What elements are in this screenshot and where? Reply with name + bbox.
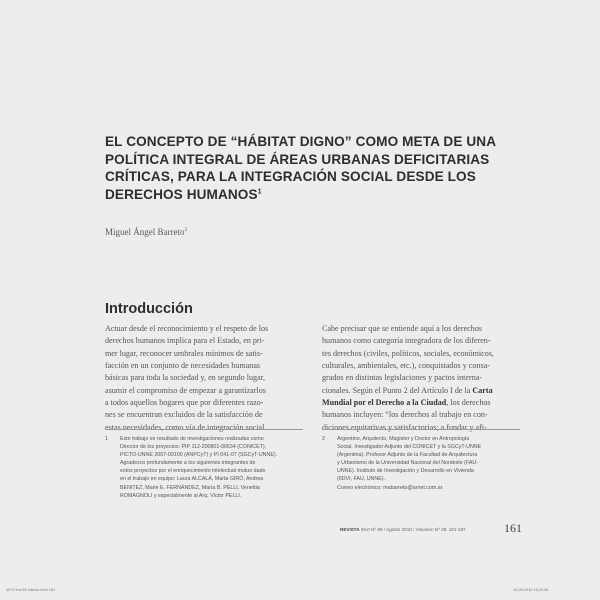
body-line: humanos como categoría integradora de los diferen- <box>322 336 491 346</box>
footnote-line: en el trabajo en equipo: Laura ALCALÁ, Marta GIRÓ, Andrea <box>120 476 264 483</box>
body-line: culturales, ambientales, etc.), conquistados y consa- <box>322 361 490 371</box>
body-line: grados en distintas legislaciones y pactos interna- <box>322 373 483 383</box>
footnote-body <box>337 435 520 492</box>
body-column-right <box>322 323 520 434</box>
footnote-email[interactable]: Correo electrónico: mabarreto@arnet.com.ar <box>337 484 443 491</box>
body-line: básicas para toda la sociedad y, en segundo lugar, <box>105 373 266 383</box>
body-line: nes se encuentran excluidos de la satisfacción de <box>105 410 263 420</box>
print-slug-left: 4670 Invi 69 Interior.indd 161 <box>6 588 55 592</box>
body-line: facción en un conjunto de necesidades humanas <box>105 361 261 371</box>
body-line: mer lugar, reconocer umbrales mínimos de satis- <box>105 348 263 358</box>
footnote-line: BENITEZ, Marie E. FERNÁNDEZ, María B. PELLI, Venettia <box>120 484 260 491</box>
charter-name-bold: Carta <box>472 385 493 395</box>
body-line: Actuar desde el reconocimiento y el respeto de los <box>105 324 269 333</box>
footnote-number: 2 <box>322 436 325 442</box>
title-footnote-mark[interactable]: 1 <box>257 188 262 196</box>
article-title <box>105 133 525 203</box>
journal-details: INVI Nº 69 / Agosto 2010 / Volumen Nº 25: 161-187 <box>359 527 466 532</box>
body-line: humanos incluyen: “los derechos al trabajo en con- <box>322 410 488 420</box>
title-line: POLÍTICA INTEGRAL DE ÁREAS URBANAS DEFICITARIAS <box>105 151 490 167</box>
body-line: tes derechos (civiles, políticos, sociales, económicos, <box>322 348 494 358</box>
footnote-line: Agradezco profundamente a los siguientes integrantes de <box>120 460 256 467</box>
footnote-line: Director de los proyectos: PIP 112-200801-00634 (CONICET), <box>120 444 267 451</box>
footnote-1 <box>105 435 303 500</box>
title-line: CRÍTICAS, PARA LA INTEGRACIÓN SOCIAL DESDE LOS <box>105 169 476 185</box>
footnote-line: y Urbanismo de la Universidad Nacional del Nordeste (FAU- <box>337 460 479 467</box>
footnote-line: estos proyectos por el enriquecimiento intelectual mutuo dado <box>120 468 266 475</box>
running-footer <box>340 527 466 532</box>
footnote-line: Este trabajo es resultado de investigaciones realizadas como <box>120 436 264 442</box>
footnote-divider <box>105 429 303 430</box>
section-heading: Introducción <box>105 301 193 317</box>
footnote-line: (IIDVI, FAU, UNNE). <box>337 476 385 483</box>
footnote-line: Argentino, Arquitecto, Magister y Doctor en Antropología <box>337 436 470 442</box>
body-line-text: , los derechos <box>446 398 491 408</box>
footnote-line: Social. Investigador Adjunto del CONICET y la SGCyT-UNNE <box>337 444 482 451</box>
body-line: a todos aquellos hogares que por diferentes razo- <box>105 398 264 408</box>
body-line <box>322 385 520 397</box>
author-footnote-mark[interactable]: 2 <box>184 227 188 233</box>
title-line-text: DERECHOS HUMANOS <box>105 186 258 202</box>
body-column-left <box>105 323 301 434</box>
footnote-line: PICTO-UNNE 2007-00100 (ANPCyT) y PI 041-07 (SGCyT-UNNE). <box>120 452 278 459</box>
footnote-line: (Argentina). Profesor Adjunto de la Facultad de Arquitectura <box>337 452 478 459</box>
body-line: estas necesidades, como vía de integración social. <box>105 422 267 432</box>
body-line: diciones equitativas y satisfactorias; a fundar y afi- <box>322 422 487 432</box>
footnote-body <box>120 435 303 500</box>
body-line: asumir el compromiso de empezar a garantizarlos <box>105 385 266 395</box>
footnote-line: UNNE). Instituto de Investigación y Desarrollo en Vivienda <box>337 468 474 475</box>
title-line <box>105 186 525 204</box>
body-line: Cabe precisar que se entiende aquí a los derechos <box>322 324 483 333</box>
author-line <box>105 227 187 237</box>
page-number: 161 <box>504 521 522 535</box>
print-slug-right: 10-09-2010 16:23:26 <box>513 588 549 592</box>
footnote-2 <box>322 435 520 492</box>
body-line <box>322 397 520 409</box>
body-line: derechos humanos implica para el Estado, en pri- <box>105 336 265 346</box>
body-line-text: cionales. Según el Punto 2 del Artículo I de la <box>322 385 473 395</box>
footnote-divider <box>322 429 520 430</box>
footnote-number: 1 <box>105 436 108 442</box>
title-line: EL CONCEPTO DE “HÁBITAT DIGNO” COMO META DE UNA <box>105 134 497 149</box>
footnote-line: ROMAGNOLI y especialmente al Arq. Víctor PELLI. <box>120 492 242 499</box>
author-name: Miguel Ángel Barreto <box>105 227 185 237</box>
charter-name-bold: Mundial por el Derecho a la Ciudad <box>322 398 447 408</box>
journal-name: REVISTA <box>340 527 360 532</box>
